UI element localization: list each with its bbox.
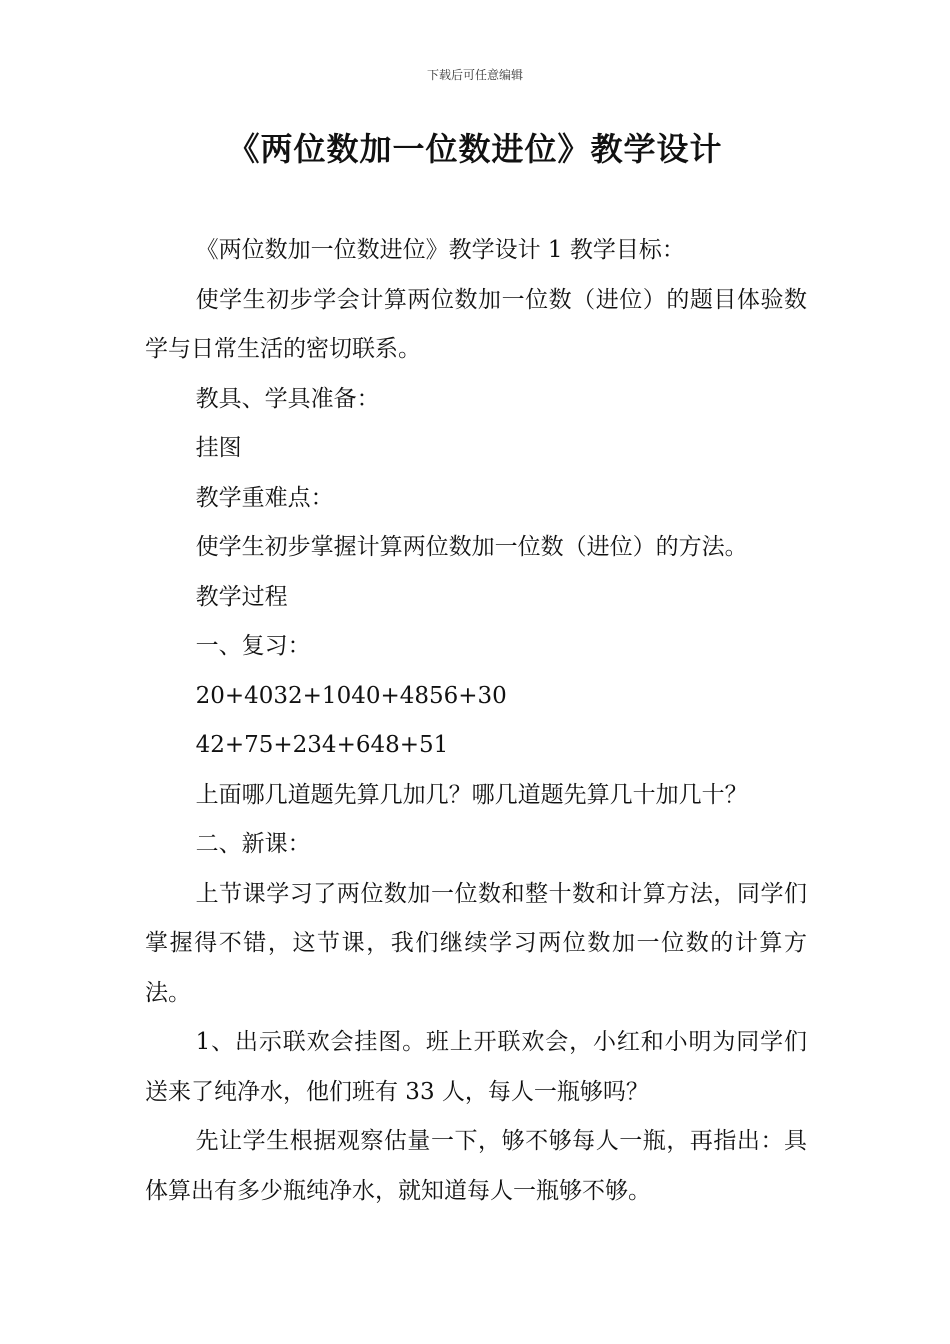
document-body	[145, 226, 807, 1216]
paragraph-keypoints: 使学生初步掌握计算两位数加一位数（进位）的方法。	[195, 534, 748, 560]
document-title: 《两位数加一位数进位》教学设计	[227, 130, 723, 168]
paragraph-materials: 挂图	[195, 435, 242, 461]
paragraph-objective: 使学生初步学会计算两位数加一位数（进位）的题目体验数学与日常生活的密切联系。	[145, 286, 807, 362]
paragraph-step-1: 1、出示联欢会挂图。班上开联欢会，小红和小明为同学们送来了纯净水，他们班有 33 人，每人一瓶够吗？	[145, 1029, 807, 1105]
paragraph-objective-heading: 《两位数加一位数进位》教学设计 1 教学目标：	[195, 237, 685, 263]
paragraph-review-heading: 一、复习：	[195, 633, 311, 659]
paragraph-process-heading: 教学过程	[195, 583, 288, 610]
paragraph-new-lesson-intro: 上节课学习了两位数加一位数和整十数和计算方法，同学们掌握得不错，这节课，我们继续学习两位数加一位数的计算方法。	[145, 880, 807, 1006]
paragraph-review-question: 上面哪几道题先算几加几？哪几道题先算几十加几十？	[195, 781, 748, 808]
paragraph-review-exercises-2: 42+75+234+648+51	[195, 732, 449, 758]
paragraph-new-lesson-heading: 二、新课：	[195, 831, 311, 857]
paragraph-materials-heading: 教具、学具准备：	[195, 385, 380, 412]
paragraph-review-exercises-1: 20+4032+1040+4856+30	[195, 682, 507, 709]
paragraph-step-1-guide: 先让学生根据观察估量一下，够不够每人一瓶，再指出：具体算出有多少瓶纯净水，就知道每人一瓶够不够。	[145, 1128, 807, 1204]
header-note: 下载后可任意编辑	[426, 68, 523, 82]
paragraph-keypoints-heading: 教学重难点：	[195, 484, 334, 511]
